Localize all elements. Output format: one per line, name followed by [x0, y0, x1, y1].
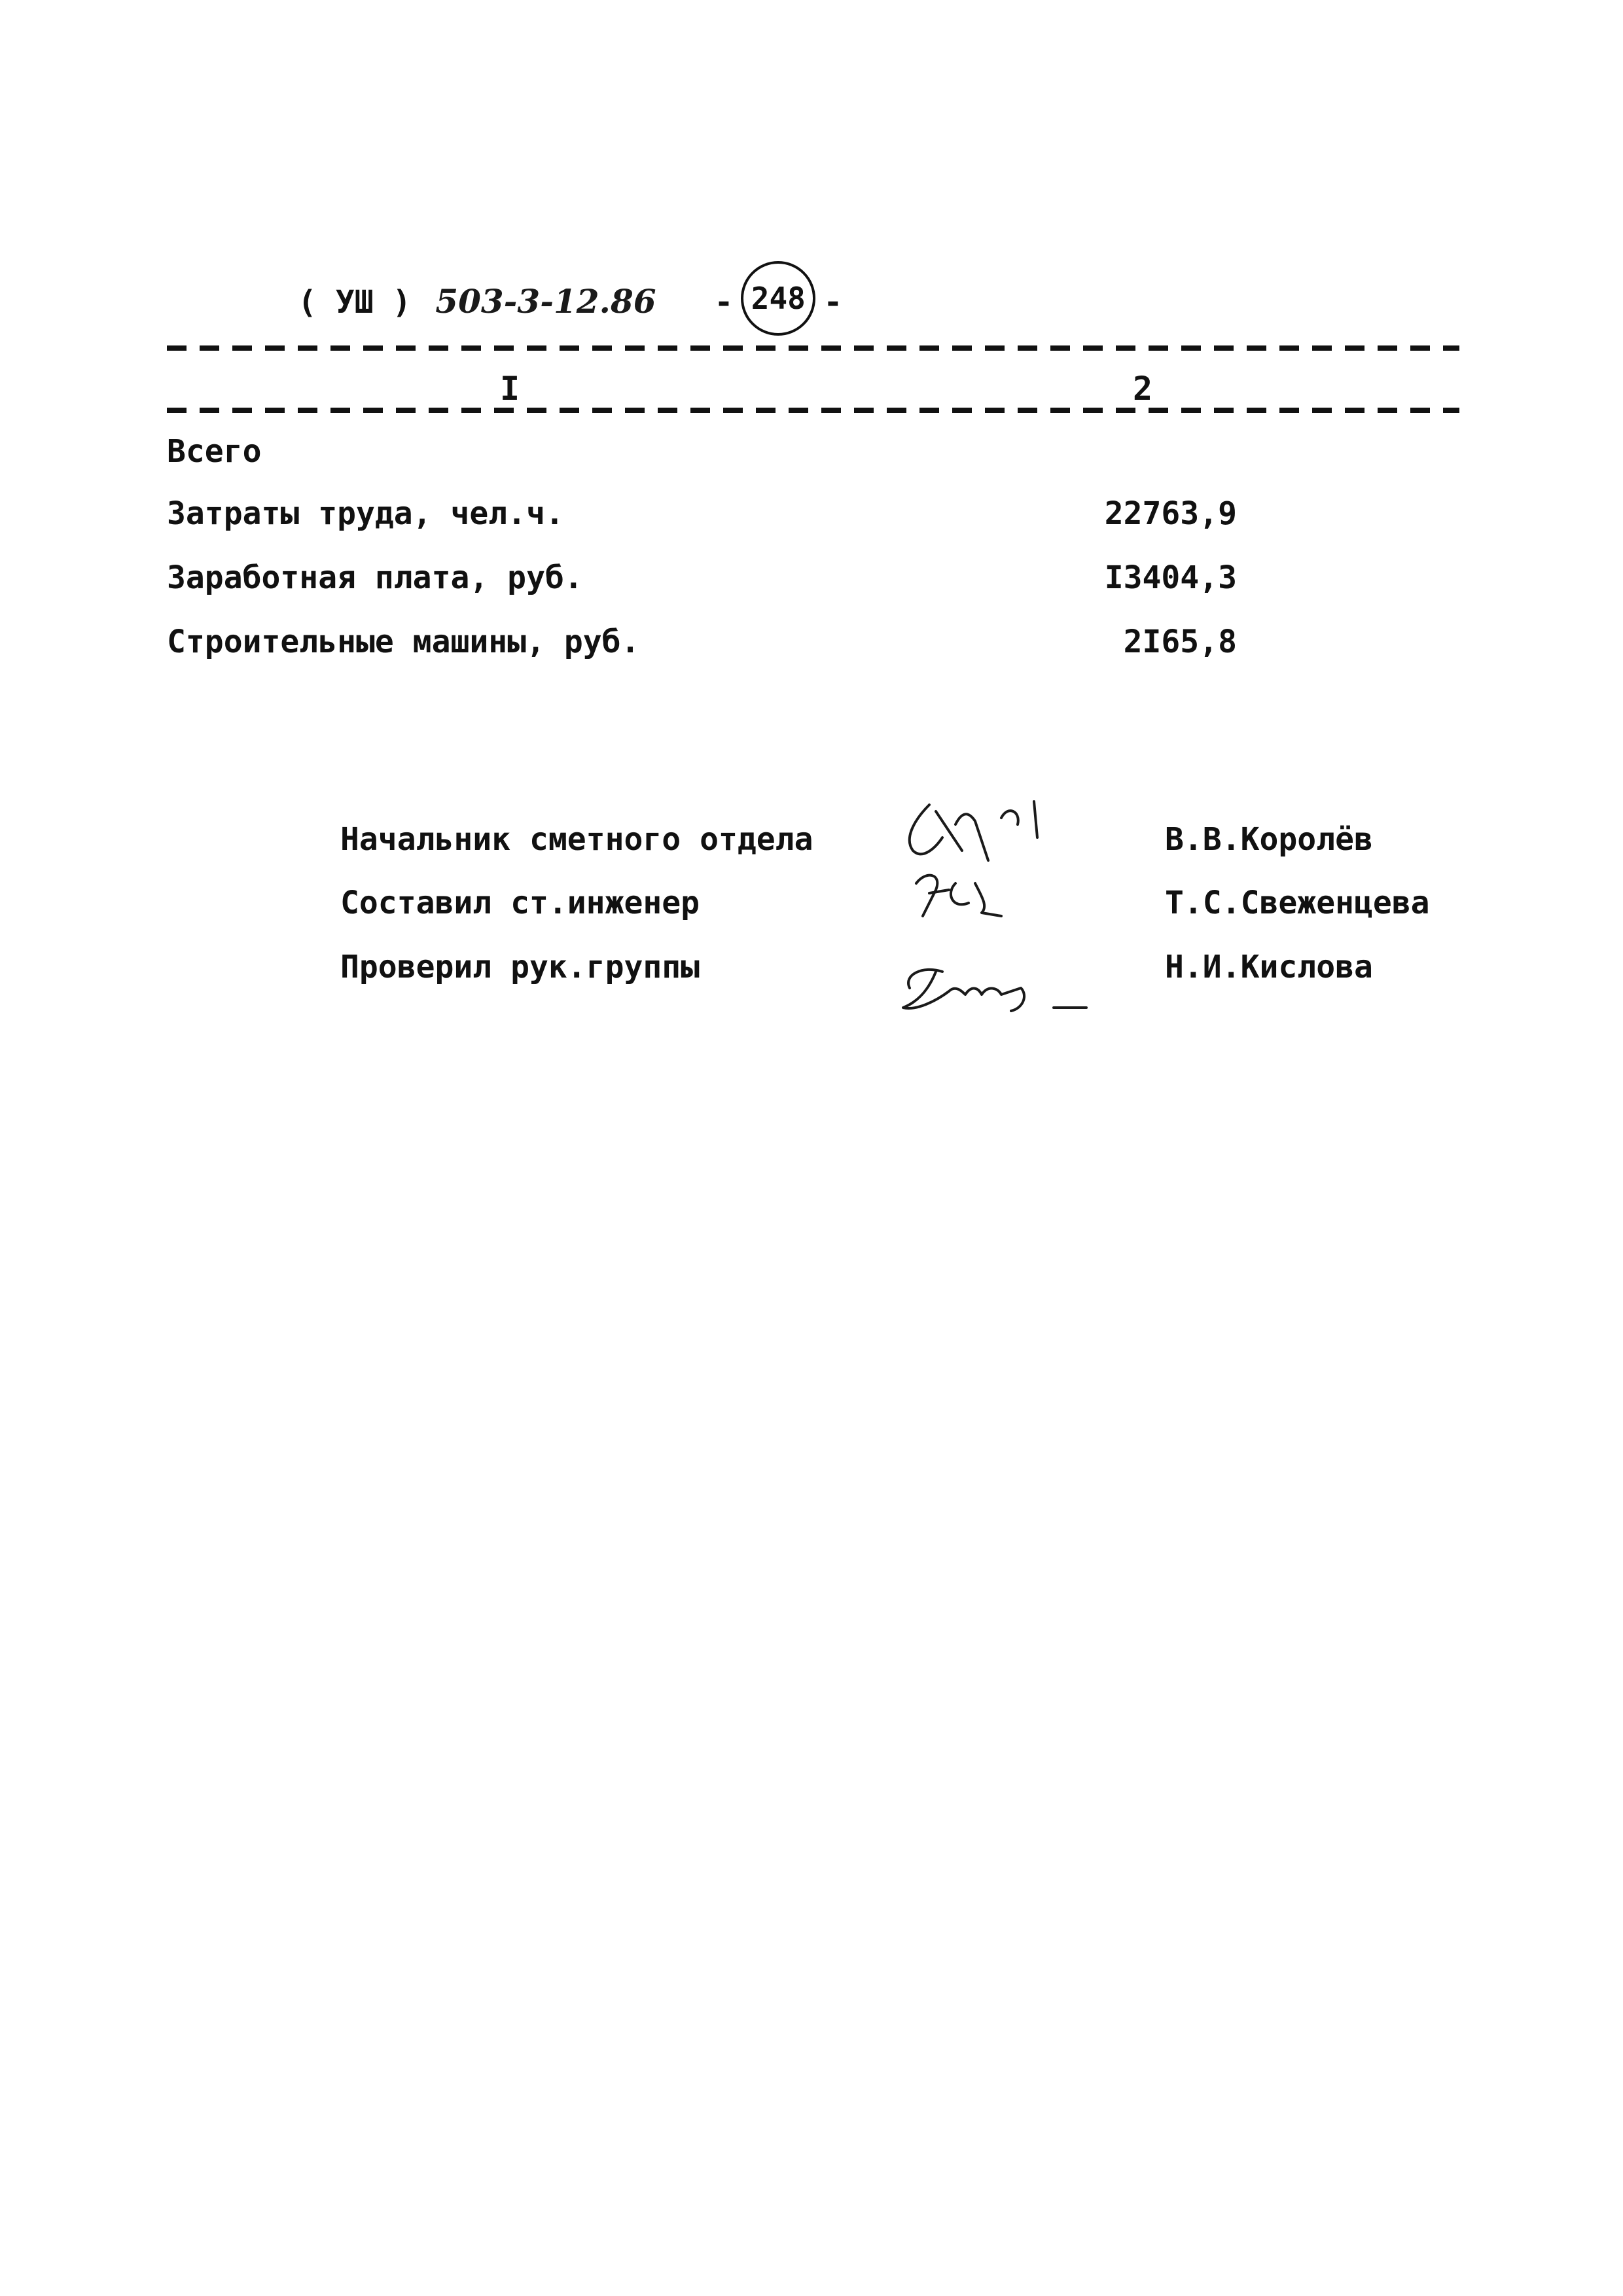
column-number-1: I [496, 370, 524, 408]
table-rule-top [167, 345, 1459, 351]
signature-checker [903, 970, 1086, 1011]
handwritten-signatures [890, 785, 1132, 1034]
total-heading: Всего [167, 433, 262, 470]
signatory-title-compiler: Составил ст.инженер [340, 885, 700, 921]
table-rule-bottom [167, 408, 1459, 413]
document-code: 503-3-12.86 [435, 282, 656, 321]
signatory-name-compiler: Т.С.Свеженцева [1165, 885, 1430, 921]
signatory-name-checker: Н.И.Кислова [1165, 949, 1373, 985]
document-header [298, 265, 843, 321]
signatory-name-head: В.В.Королёв [1165, 821, 1373, 858]
row-value-wages: I3404,3 [1104, 559, 1237, 596]
page-number-group [714, 265, 842, 340]
signature-head [910, 802, 1037, 860]
row-value-labor: 22763,9 [1104, 495, 1237, 532]
signatory-title-checker: Проверил рук.группы [340, 949, 700, 985]
row-label-labor: Затраты труда, чел.ч. [167, 495, 564, 532]
series-label: ( УШ ) [298, 284, 412, 321]
row-value-machines: 2I65,8 [1123, 624, 1237, 660]
page-dash-right: - [823, 284, 843, 321]
page-number: 248 [741, 261, 815, 336]
signatory-title-head: Начальник сметного отдела [340, 821, 813, 858]
signature-compiler [916, 875, 1001, 916]
row-label-machines: Строительные машины, руб. [167, 624, 640, 660]
row-label-wages: Заработная плата, руб. [167, 559, 583, 596]
column-number-2: 2 [1129, 370, 1156, 408]
page-dash-left: - [714, 284, 734, 321]
